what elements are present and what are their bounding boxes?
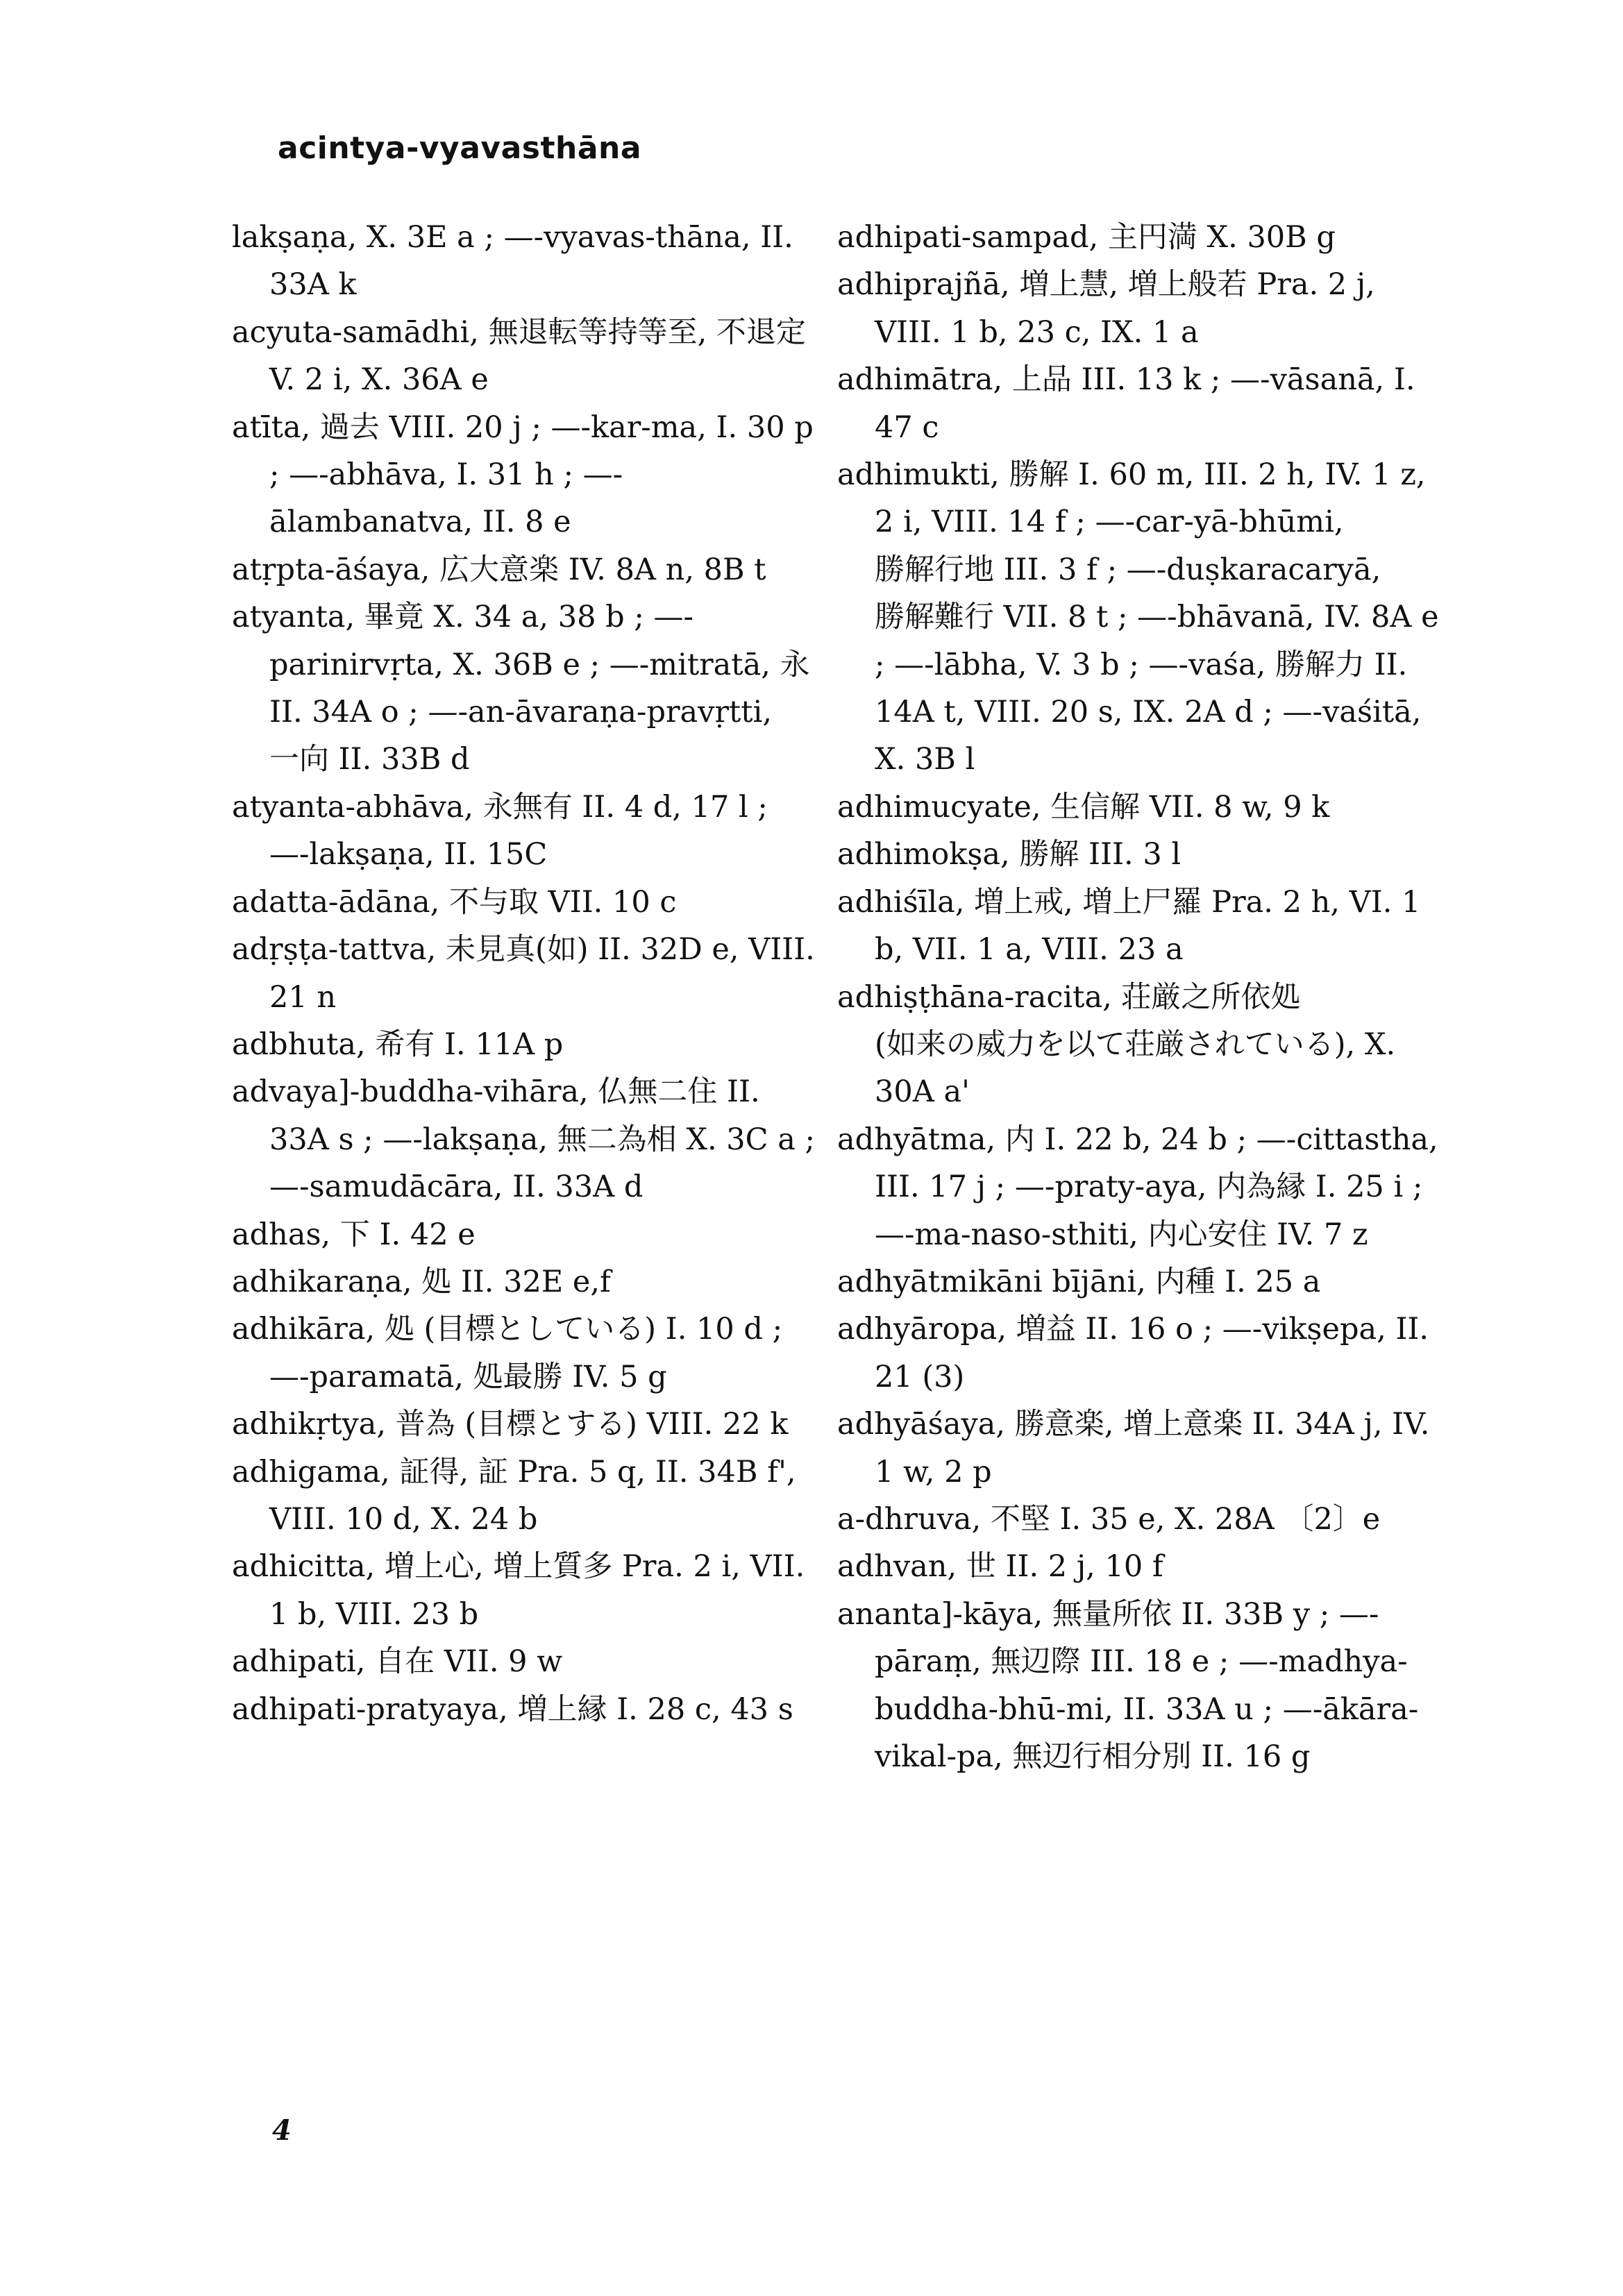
- index-entry: adhipati-pratyaya, 増上縁 I. 28 c, 43 s: [232, 1691, 793, 1727]
- index-entry: adhikaraṇa, 処 II. 32E e,f: [232, 1264, 611, 1299]
- index-entry: adhimātra, 上品 III. 13 k ; —-vāsanā, I. 47 c: [837, 362, 1415, 445]
- index-entry: ananta]-kāya, 無量所依 II. 33B y ; —-pāraṃ, 無辺際 III. 18 e ; —-madhya-buddha-bhū-mi, II. 33A u ; —-ākāra-vikal-pa, 無辺行相分別 II. 16 g: [837, 1596, 1419, 1774]
- index-entry: adhipati, 自在 VII. 9 w: [232, 1644, 563, 1680]
- index-entry: adhiśīla, 増上戒, 増上尸羅 Pra. 2 h, VI. 1 b, VII. 1 a, VIII. 23 a: [837, 884, 1421, 968]
- index-entry: adhigama, 証得, 証 Pra. 5 q, II. 34B f', VIII. 10 d, X. 24 b: [232, 1454, 796, 1537]
- index-entry: adatta-ādāna, 不与取 VII. 10 c: [232, 884, 677, 920]
- index-entry: adbhuta, 希有 I. 11A p: [232, 1027, 564, 1062]
- index-entry: advaya]-buddha-vihāra, 仏無二住 II. 33A s ; —-lakṣaṇa, 無二為相 X. 3C a ; —-samudācāra, II. 33A d: [232, 1074, 816, 1205]
- index-entry: adhyātma, 内 I. 22 b, 24 b ; —-cittastha, III. 17 j ; —-praty-aya, 内為縁 I. 25 i ; —-ma-naso-sthiti, 内心安住 IV. 7 z: [837, 1122, 1438, 1252]
- index-entry: adhyātmikāni bījāni, 内種 I. 25 a: [837, 1264, 1321, 1299]
- left-column: [232, 214, 815, 1733]
- index-entry: adhipati-sampad, 主円満 X. 30B g: [837, 220, 1336, 255]
- index-entry: adhas, 下 I. 42 e: [232, 1217, 476, 1252]
- index-entry: adhimukti, 勝解 I. 60 m, III. 2 h, IV. 1 z, 2 i, VIII. 14 f ; —-car-yā-bhūmi, 勝解行地 III. 3 f ; —-duṣkaracaryā, 勝解難行 VII. 8 t ; —-bhāvanā, IV. 8A e ; —-lābha, V. 3 b ; —-vaśa, 勝解力 II. 14A t, VIII. 20 s, IX. 2A d ; —-vaśitā, X. 3B l: [837, 457, 1439, 777]
- index-entry: adhiprajñā, 増上慧, 増上般若 Pra. 2 j, VIII. 1 b, 23 c, IX. 1 a: [837, 267, 1375, 350]
- index-entry: atyanta, 畢竟 X. 34 a, 38 b ; —-parinirvṛta, X. 36B e ; —-mitratā, 永 II. 34A o ; —-an-āvaraṇa-pravṛtti, 一向 II. 33B d: [232, 600, 810, 777]
- index-entry: lakṣaṇa, X. 3E a ; —-vyavas-thāna, II. 33A k: [232, 220, 793, 303]
- index-entry: acyuta-samādhi, 無退転等持等至, 不退定 V. 2 i, X. 36A e: [232, 314, 806, 398]
- index-entry: adhimucyate, 生信解 VII. 8 w, 9 k: [837, 789, 1330, 825]
- right-column: [837, 214, 1448, 1780]
- index-entry: adhikṛtya, 普為 (目標とする) VIII. 22 k: [232, 1407, 789, 1442]
- index-entry: adhiṣṭhāna-racita, 荘厳之所依処 (如来の威力を以て荘厳されている), X. 30A a': [837, 979, 1396, 1110]
- index-entry: adṛṣṭa-tattva, 未見真(如) II. 32D e, VIII. 21 n: [232, 932, 815, 1015]
- index-entry: adhimokṣa, 勝解 III. 3 l: [837, 837, 1181, 872]
- index-entry: atīta, 過去 VIII. 20 j ; —-kar-ma, I. 30 p ; —-abhāva, I. 31 h ; —-ālambanatva, II. 8 e: [232, 410, 814, 540]
- index-entry: a-dhruva, 不堅 I. 35 e, X. 28A 〔2〕e: [837, 1501, 1381, 1537]
- index-entry: adhikāra, 処 (目標としている) I. 10 d ; —-paramatā, 処最勝 IV. 5 g: [232, 1312, 783, 1394]
- running-head: acintya-vyavasthāna: [278, 130, 642, 166]
- index-entry: adhicitta, 増上心, 増上質多 Pra. 2 i, VII. 1 b, VIII. 23 b: [232, 1549, 805, 1632]
- index-entry: atṛpta-āśaya, 広大意楽 IV. 8A n, 8B t: [232, 552, 766, 587]
- index-entry: adhvan, 世 II. 2 j, 10 f: [837, 1549, 1163, 1585]
- index-entry: adhyāśaya, 勝意楽, 増上意楽 II. 34A j, IV. 1 w, 2 p: [837, 1407, 1430, 1489]
- index-entry: adhyāropa, 増益 II. 16 o ; —-vikṣepa, II. 21 (3): [837, 1312, 1429, 1394]
- page-number: 4: [272, 2114, 292, 2147]
- index-entry: atyanta-abhāva, 永無有 II. 4 d, 17 l ; —-lakṣaṇa, II. 15C: [232, 789, 768, 872]
